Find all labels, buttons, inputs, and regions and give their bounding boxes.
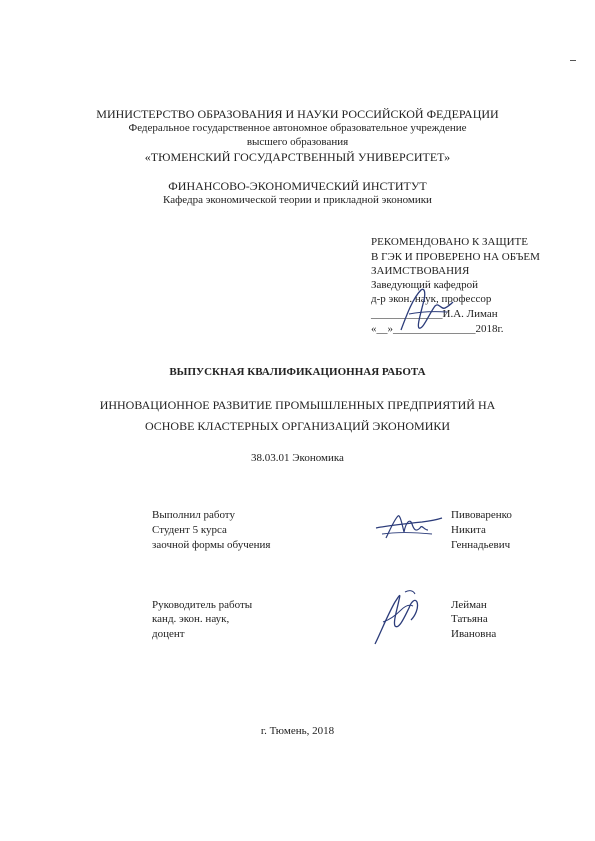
work-type: ВЫПУСКНАЯ КВАЛИФИКАЦИОННАЯ РАБОТА <box>169 366 426 378</box>
institution-line-2: высшего образования <box>246 136 349 148</box>
supervisor-signature <box>365 586 425 650</box>
supervisor-role-2: канд. экон. наук, <box>152 613 230 625</box>
work-title-line-2: ОСНОВЕ КЛАСТЕРНЫХ ОРГАНИЗАЦИЙ ЭКОНОМИКИ <box>144 419 451 433</box>
supervisor-name: Татьяна <box>451 613 488 625</box>
head-of-department-signature <box>395 284 455 336</box>
supervisor-surname: Лейман <box>451 599 487 611</box>
approval-line-3: ЗАИМСТВОВАНИЯ <box>371 265 470 277</box>
approval-line-5: д-р экон. наук, профессор <box>371 293 492 305</box>
institute-name: ФИНАНСОВО-ЭКОНОМИЧЕСКИЙ ИНСТИТУТ <box>168 179 427 193</box>
approval-date-line: «__»_______________2018г. <box>371 323 504 335</box>
student-patronymic: Геннадьевич <box>451 539 511 551</box>
student-role-2: Студент 5 курса <box>152 524 227 536</box>
city-year: г. Тюмень, 2018 <box>260 725 335 737</box>
student-surname: Пивоваренко <box>451 509 512 521</box>
department-name: Кафедра экономической теории и прикладной экономики <box>163 194 432 206</box>
student-signature <box>372 510 444 544</box>
supervisor-role-3: доцент <box>152 628 185 640</box>
ministry-heading: МИНИСТЕРСТВО ОБРАЗОВАНИЯ И НАУКИ РОССИЙСКОЙ ФЕДЕРАЦИИ <box>96 107 499 121</box>
student-role-3: заочной формы обучения <box>152 539 271 551</box>
approval-line-4: Заведующий кафедрой <box>371 279 478 291</box>
approval-signature-line: _____________И.А. Лиман <box>371 308 498 320</box>
supervisor-role-1: Руководитель работы <box>152 599 253 611</box>
scan-artifact <box>570 60 576 61</box>
student-name: Никита <box>451 524 486 536</box>
work-title-line-1: ИННОВАЦИОННОЕ РАЗВИТИЕ ПРОМЫШЛЕННЫХ ПРЕДПРИЯТИЙ НА <box>99 398 496 412</box>
university-name: «ТЮМЕНСКИЙ ГОСУДАРСТВЕННЫЙ УНИВЕРСИТЕТ» <box>144 150 451 164</box>
student-role-1: Выполнил работу <box>152 509 235 521</box>
approval-line-1: РЕКОМЕНДОВАНО К ЗАЩИТЕ <box>371 236 528 248</box>
specialty: 38.03.01 Экономика <box>251 452 344 464</box>
institution-line-1: Федеральное государственное автономное образовательное учреждение <box>128 122 467 134</box>
supervisor-patronymic: Ивановна <box>451 628 497 640</box>
approval-line-2: В ГЭК И ПРОВЕРЕНО НА ОБЪЕМ <box>371 251 540 263</box>
